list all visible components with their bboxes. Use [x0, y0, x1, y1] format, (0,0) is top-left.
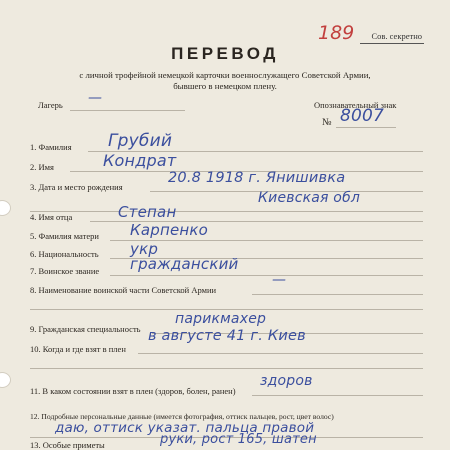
tag-value: 8007: [340, 106, 385, 126]
field-birth-value: 20.8 1918 г. Янишивка: [168, 170, 346, 186]
field-rule: [110, 275, 423, 276]
field-marks-label: 13. Особые приметы: [30, 440, 105, 450]
field-birth-label: 3. Дата и место рождения: [30, 182, 123, 192]
field-birth-value-2: Киевская обл: [258, 190, 361, 206]
camp-value: —: [88, 90, 103, 106]
tag-label: Опознавательный знак: [314, 100, 397, 110]
archive-number: 189: [318, 22, 355, 44]
subtitle-line-1: с личной трофейной немецкой карточки военнослужащего Советской Армии,: [79, 70, 371, 80]
tag-prefix: №: [322, 117, 332, 128]
field-profession-value: парикмахер: [175, 311, 267, 327]
field-surname-label: 1. Фамилия: [30, 142, 72, 152]
field-father-value: Степан: [118, 203, 177, 221]
field-condition-value: здоров: [260, 373, 313, 389]
field-rank-value: гражданский: [130, 255, 239, 273]
field-rule: [30, 211, 423, 212]
document-subtitle: [0, 70, 450, 92]
field-nationality-value: укр: [130, 240, 159, 258]
field-profession-label: 9. Гражданская специальность: [30, 324, 141, 334]
subtitle-line-2: бывшего в немецком плену.: [173, 81, 277, 91]
field-unit-value: —: [272, 272, 287, 288]
field-rule: [252, 395, 423, 396]
field-mother-label: 5. Фамилия матери: [30, 231, 99, 241]
field-captured-label: 10. Когда и где взят в плен: [30, 344, 126, 354]
document-title: ПЕРЕВОД: [171, 44, 279, 63]
punch-hole: [0, 200, 11, 216]
field-unit-label: 8. Наименование воинской части Советской Армии: [30, 285, 217, 295]
field-rule: [30, 309, 423, 310]
field-rank-label: 7. Воинское звание: [30, 266, 100, 276]
tag-rule: [336, 127, 396, 128]
field-name-label: 2. Имя: [30, 162, 54, 172]
field-marks-value: руки, рост 165, шатен: [160, 432, 317, 447]
field-father-label: 4. Имя отца: [30, 212, 73, 222]
field-surname-value: Грубий: [108, 131, 173, 151]
field-rule: [138, 353, 423, 354]
field-nationality-label: 6. Национальность: [30, 249, 99, 259]
camp-label: Лагерь: [38, 100, 63, 110]
punch-hole: [0, 372, 11, 388]
field-rule: [30, 368, 423, 369]
classification-stamp: Сов. секретно: [371, 31, 422, 41]
field-name-value: Кондрат: [103, 151, 177, 170]
field-captured-value: в августе 41 г. Киев: [148, 328, 306, 344]
field-personal-data-label: 12. Подробные персональные данные (имеется фотография, оттиск пальцев, рост, цвет волос): [30, 412, 334, 421]
field-personal-data-value: даю, оттиск указат. пальца правой: [55, 420, 315, 436]
field-condition-label: 11. В каком состоянии взят в плен (здоров, болен, ранен): [30, 386, 236, 396]
camp-rule: [70, 110, 185, 111]
field-mother-value: Карпенко: [130, 221, 209, 239]
field-rule: [252, 294, 423, 295]
